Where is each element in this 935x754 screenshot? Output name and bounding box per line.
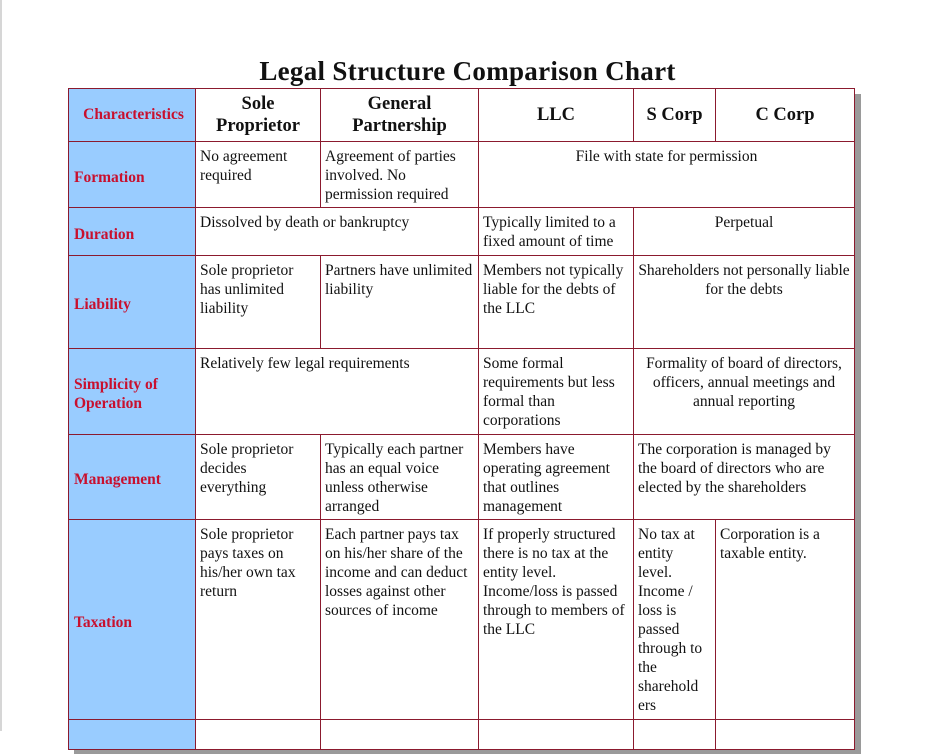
label-next-row (69, 720, 196, 750)
row-liability (69, 256, 855, 349)
taxation-s-corp: No tax at entity level. Income / loss is passed through to the sharehold ers (634, 520, 716, 720)
formation-llc-corps: File with state for permission (479, 142, 855, 208)
comparison-table-wrap (68, 88, 855, 750)
label-formation: Formation (69, 142, 196, 208)
next-row-cell (196, 720, 321, 750)
comparison-table (68, 88, 855, 750)
duration-corps: Perpetual (634, 208, 855, 256)
row-partial-next (69, 720, 855, 750)
formation-sole: No agreement required (196, 142, 321, 208)
next-row-cell (716, 720, 855, 750)
formation-general: Agreement of parties involved. No permission required (321, 142, 479, 208)
header-sole-proprietor (196, 89, 321, 142)
label-taxation: Taxation (69, 520, 196, 720)
next-row-cell (479, 720, 634, 750)
row-simplicity (69, 349, 855, 435)
header-sole-line1: Sole (241, 94, 275, 114)
taxation-general: Each partner pays tax on his/her share of the income and can deduct losses against other sources of income (321, 520, 479, 720)
row-duration (69, 208, 855, 256)
page-title: Legal Structure Comparison Chart (259, 56, 676, 86)
liability-general: Partners have unlimited liability (321, 256, 479, 349)
header-general-partnership (321, 89, 479, 142)
label-duration: Duration (69, 208, 196, 256)
next-row-cell (321, 720, 479, 750)
label-management: Management (69, 435, 196, 520)
header-sole-line2: Proprietor (216, 116, 300, 136)
taxation-llc: If properly structured there is no tax at the entity level. Income/loss is passed through to members of the LLC (479, 520, 634, 720)
duration-llc: Typically limited to a fixed amount of time (479, 208, 634, 256)
label-liability: Liability (69, 256, 196, 349)
liability-llc: Members not typically liable for the debts of the LLC (479, 256, 634, 349)
management-corps: The corporation is managed by the board of directors who are elected by the shareholders (634, 435, 855, 520)
row-management (69, 435, 855, 520)
management-general: Typically each partner has an equal voice unless otherwise arranged (321, 435, 479, 520)
taxation-c-corp: Corporation is a taxable entity. (716, 520, 855, 720)
header-row (69, 89, 855, 142)
header-c-corp: C Corp (716, 89, 855, 142)
header-general-line1: General (367, 94, 432, 114)
management-sole: Sole proprietor decides everything (196, 435, 321, 520)
management-llc: Members have operating agreement that outlines management (479, 435, 634, 520)
page-edge (0, 0, 2, 731)
row-taxation (69, 520, 855, 720)
row-formation (69, 142, 855, 208)
header-characteristics: Characteristics (69, 89, 196, 142)
simplicity-sole-general: Relatively few legal requirements (196, 349, 479, 435)
duration-sole-general: Dissolved by death or bankruptcy (196, 208, 479, 256)
liability-sole: Sole proprietor has unlimited liability (196, 256, 321, 349)
header-s-corp: S Corp (634, 89, 716, 142)
label-simplicity: Simplicity of Operation (69, 349, 196, 435)
next-row-cell (634, 720, 716, 750)
header-general-line2: Partnership (352, 116, 447, 136)
liability-corps: Shareholders not personally liable for the debts (634, 256, 855, 349)
taxation-sole: Sole proprietor pays taxes on his/her own tax return (196, 520, 321, 720)
simplicity-corps: Formality of board of directors, officers, annual meetings and annual reporting (634, 349, 855, 435)
header-llc: LLC (479, 89, 634, 142)
simplicity-llc: Some formal requirements but less formal than corporations (479, 349, 634, 435)
